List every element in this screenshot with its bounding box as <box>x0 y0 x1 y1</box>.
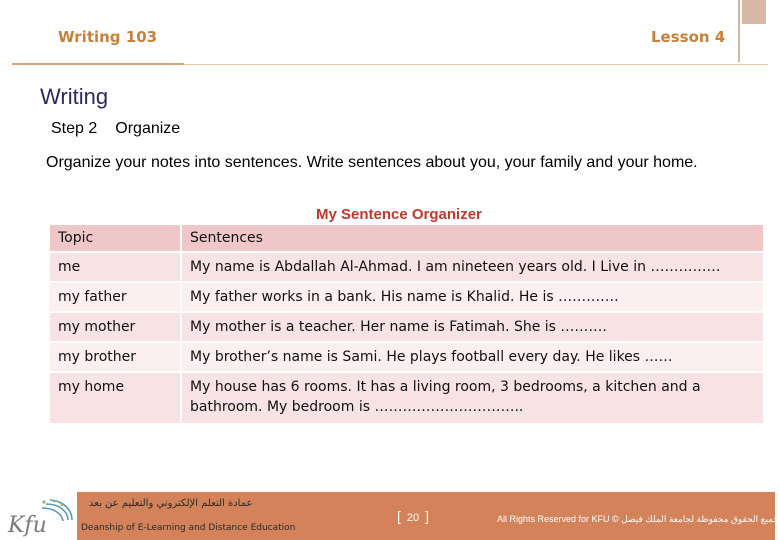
footer-arabic-deanship: عمادة التعلم الإلكتروني والتعليم عن بعد <box>89 498 253 509</box>
header-topic: Topic <box>50 225 182 253</box>
corner-line <box>738 0 740 62</box>
row-topic: my brother <box>50 343 182 373</box>
corner-tab <box>742 0 766 24</box>
step-name: Organize <box>115 120 181 137</box>
row-topic: my home <box>50 373 182 425</box>
header-divider-accent <box>12 63 184 65</box>
table-row <box>50 313 763 343</box>
row-topic: me <box>50 253 182 283</box>
slide-title: Writing <box>40 84 109 109</box>
page-number: [ 20 ] <box>397 508 430 524</box>
header-sentences: Sentences <box>182 225 763 253</box>
step-label: Step 2 <box>51 120 98 137</box>
row-sentence: My mother is a teacher. Her name is Fatimah. She is ………. <box>182 313 763 343</box>
table-header-row <box>50 225 763 253</box>
footer-deanship: Deanship of E-Learning and Distance Education <box>81 523 296 533</box>
step-heading <box>51 120 180 138</box>
logo-text: Kfu <box>8 513 47 538</box>
table-row <box>50 253 763 283</box>
row-topic: my mother <box>50 313 182 343</box>
course-title: Writing 103 <box>58 28 158 46</box>
table-row <box>50 283 763 313</box>
instructions: Organize your notes into sentences. Write sentences about you, your family and your home. <box>46 154 698 171</box>
row-sentence: My father works in a bank. His name is Khalid. He is …………. <box>182 283 763 313</box>
sentence-organizer-table <box>50 225 763 425</box>
row-sentence: My house has 6 rooms. It has a living room, 3 bedrooms, a kitchen and a bathroom. My bedroom is ………………………….. <box>182 373 763 425</box>
row-sentence: My brother’s name is Sami. He plays football every day. He likes …… <box>182 343 763 373</box>
row-sentence: My name is Abdallah Al-Ahmad. I am nineteen years old. I Live in …………… <box>182 253 763 283</box>
table-row <box>50 343 763 373</box>
page-number-value: 20 <box>406 512 420 524</box>
kfu-logo <box>4 498 74 538</box>
lesson-number: Lesson 4 <box>651 28 726 46</box>
footer-bar <box>77 492 779 540</box>
row-topic: my father <box>50 283 182 313</box>
organizer-title: My Sentence Organizer <box>316 206 482 223</box>
table-row <box>50 373 763 425</box>
footer-rights: All Rights Reserved for KFU © جميع الحقوق محفوظة لجامعة الملك فيصل <box>497 514 779 524</box>
